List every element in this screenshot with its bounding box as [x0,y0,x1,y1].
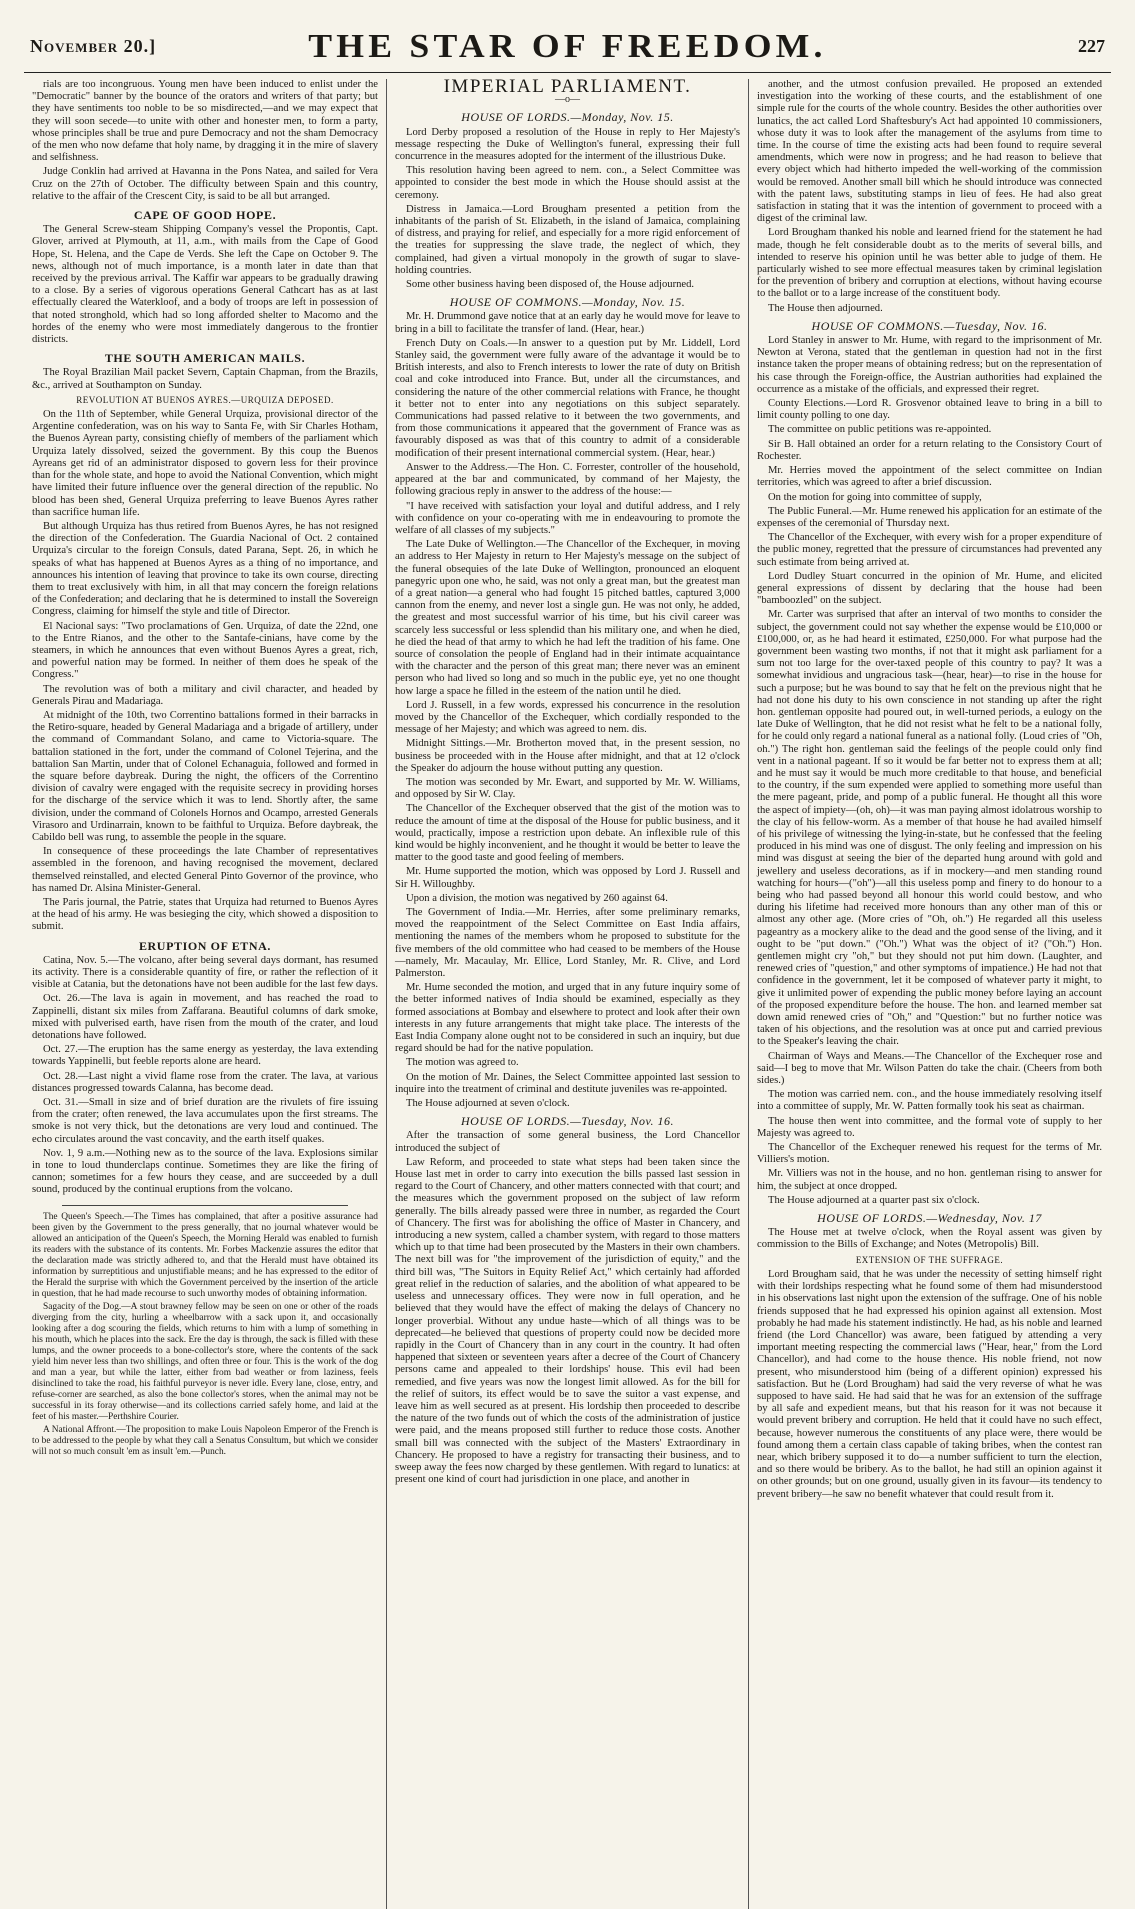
revolution-subheading: REVOLUTION AT BUENOS AYRES.—URQUIZA DEPOSED. [76,394,334,405]
paragraph: After the transaction of some general business, the Lord Chancellor introduced the subject of [395,1130,740,1154]
lords-monday-paragraphs [395,127,740,292]
paragraph: But although Urquiza has thus retired from Buenos Ayres, he has not resigned the direction of the Confederation. The Guardia Nacional of Oct. 2 contained Urquiza's circular to the foreign Consuls, dated Parana, Sept. 26, in which he speaks of what has happened at Buenos Ayres as a thing of no importance, and announces his intention of leaving that province to take its own course, directing them to treat exclusively with him, in all that may concern the foreign relations of the Confederation; and declaring that he is determined to install the Sovereign Congress, claiming for himself the style and title of Director. [32,520,378,618]
paragraph: Nov. 1, 9 a.m.—Nothing new as to the source of the lava. Explosions similar in tone to loud thunderclaps continue. Sometimes they are like the firing of cannon; sometimes for a few hours they cease, and are succeeded by a dull sound, produced by the continual eruptions from the volcano. [32,1147,378,1196]
paragraph: The motion was seconded by Mr. Ewart, and supported by Mr. W. Williams, and opposed by Sir W. Clay. [395,776,740,801]
paragraph: The motion was agreed to. [406,1057,519,1069]
lords-monday-heading: HOUSE OF LORDS.—Monday, Nov. 15. [461,110,674,125]
issue-date: November 20.] [30,36,157,56]
paragraph: Lord Dudley Stuart concurred in the opinion of Mr. Hume, and elicited general expressions of dissent by declaring that the house had been "bamboozled" on the subject. [757,570,1102,607]
cape-paragraphs [32,224,378,346]
paragraph: The General Screw-steam Shipping Company's vessel the Propontis, Capt. Glover, arrived at Plymouth, at 11, a.m., with mails from the Cape of Good Hope, St. Helena, and the Cape de Verds. She left the Cape on October 9. The news, although not of much importance, is a month later in date than that received by the previous arrival. The Kaffir war appears to be gradually drawing to a close. By a series of vigorous operations General Cathcart has as at last effectually cleared the Waterkloof, and a body of troops are left in possession of that noted stronghold, which had so long afforded shelter to Macomo and the hordes of the enemy who were most immediately dangerous to the frontier districts. [32,224,378,346]
suffrage-subheading: EXTENSION OF THE SUFFRAGE. [855,1254,1004,1265]
paragraph: El Nacional says: "Two proclamations of Gen. Urquiza, of date the 22nd, one to the Entre Rianos, and the other to the Santafe-cinians, have come by the steamers, in which he announces that even without Buenos Ayres a great, rich, and powerful nation may be formed. In neither of them does he speak of the Congress." [32,620,378,681]
page-number: 227 [1078,36,1105,56]
heading-ornament: —o— [555,94,580,106]
column-2 [386,79,748,1909]
paragraph: At midnight of the 10th, two Correntino battalions formed in their barracks in the Retiro-square, headed by General Madariaga and a brigade of artillery, under the command of Commandant Solano, and came to Victoria-square. The battalion stationed in the fort, under the command of Colonel Tejerina, and the battalion San Martin, under that of Colonel Echanaguia, followed and formed in the square before daybreak. During the night, the officers of the Correntino division of cavalry were engaged with the requisite secrecy in providing horses for the discharge of the service which it was to lend. Shortly after, the same division, under the command of Colonels Hornos and Ocampo, arrested Generals Virasoro and Urdinarrain, known to be faithful to Urquiza. Before daybreak, the Cabildo bell was rung, to assemble the people in the square. [32,709,378,843]
paragraph: Lord Brougham said, that he was under the necessity of setting himself right with their lordships respecting what he found some of them had misunderstood in his observations last night upon the extension of the suffrage. One of his noble friends supposed that he had expressed his opinion against all extension. Most probably he had made his statement indistinctly. He had, as his noble and learned friend (the Lord Chancellor) was aware, been fatigued by attending a very important meeting respecting the commercial laws ("Hear, hear," from the Lord Chancellor), and had come to the house thence. His noble friend, not now present, who misunderstood him (being of a different opinion) expressed his satisfaction. But he (Lord Brougham) had said the very reverse of what he was supposed to have said. He had said that he was for an extension of the suffrage by all safe and expedient means, but that his reason for it was not because it would prevent bribery and corruption. He held that it could have no such effect, because, however numerous the constituents of any place were, there would be found among them a certain class capable of taking bribes, when the contest ran near, which bribery supposed it to do—a number sufficient to turn the election, and so there would be bribery. As to the ballot, he had still an opinion against it on other grounds; but on one ground, usually given in its favour—its tendency to prevent bribery—he saw no benefit whatever that could result from it. [757,1268,1102,1500]
paragraph: The revolution was of both a military and civil character, and headed by Generals Pirau and Madariaga. [32,683,378,707]
paragraph: On the 11th of September, while General Urquiza, provisional director of the Argentine confederation, was on his way to Santa Fe, with Sir Charles Hotham, the Buenos Ayrean party, consisting chiefly of members of the parliament which Urquiza lately dissolved, seized the government. By this coup the Buenos Ayreans get rid of an administrator disposed to govern less for their province than for the whole state, and hope to avoid the National Convention, which might have limited their future influence over the general direction of the republic. No blood has been shed, General Urquiza preferring to leave Buenos Ayres rather than sacrifice human life. [32,409,378,518]
paragraph: The Government of India.—Mr. Herries, after some preliminary remarks, moved the reappointment of the Select Committee on East India affairs, mentioning the names of the members whom he proposed to substitute for the five members of the old committee who had ceased to be members of the House—namely, Mr. Macaulay, Mr. Ellice, Lord Stanley, Mr. R. Clive, and Lord Palmerston. [395,907,740,980]
column-1 [24,79,386,1909]
paragraph: French Duty on Coals.—In answer to a question put by Mr. Liddell, Lord Stanley said, the government were fully aware of the advantage it would be to British interests, and also to French interests to lower the rate of duty on British coal and coke introduced into France. But, under all the circumstances, and considering the nature of the other commercial relations with France, he thought it better not to enter into any negotiations on this subject separately. Communications had passed relative to it between the two governments, and from those communications it appeared that the government of France was as favourably disposed as was that of this country to admit of a considerable modification of their present international commercial system. (Hear, hear.) [395,337,740,459]
paragraph: Lord Stanley in answer to Mr. Hume, with regard to the imprisonment of Mr. Newton at Verona, stated that the gentleman in question had not in the first instance taken the proper means of obtaining redress; but on the representation of his case through the Foreign-office, the Austrian authorities had explained the occurrence as a mistake of the officials, and expressed their regret. [757,335,1102,395]
paragraph: Oct. 27.—The eruption has the same energy as yesterday, the lava extending towards Yappinelli, but feeble reports alone are heard. [32,1044,378,1068]
paragraph: another, and the utmost confusion prevailed. He proposed an extended investigation into the working of these courts, and the establishment of one simple rule for the courts of the whole country. Besides the other authorities over lunatics, the act called Lord Shaftesbury's Act had appointed 10 commissioners, whose duty it was to look after the management of the asylums from time to time. In the course of time the existing acts had been found to require several amendments, which were now in progress; and he had reason to believe that every object which had hitherto impeded the well-working of the commission would be removed. Another small bill which he should introduce was connected with the patent laws, substituting stamps in lieu of fees. He had also great satisfaction in stating that it was the intention of government to proceed with a digest of the criminal law. [757,79,1102,225]
paragraph: On the motion of Mr. Daines, the Select Committee appointed last session to inquire into the treatment of criminal and destitute juveniles was re-appointed. [395,1071,740,1095]
paragraph: Oct. 31.—Small in size and of brief duration are the rivulets of fire issuing from the crater; often renewed, the lava accumulates upon the first streams. The smoke is not very thick, but the detonations are very loud and continued. The echo circulates around the vast concavity, and the earth itself quakes. [32,1097,378,1145]
paragraph: The Public Funeral.—Mr. Hume renewed his application for an estimate of the expenses of the ceremonial of Thursday next. [757,505,1102,529]
paragraph: The house then went into committee, and the formal vote of supply to her Majesty was agreed to. [757,1115,1102,1139]
paragraph: The Royal Brazilian Mail packet Severn, Captain Chapman, from the Brazils, &c., arrived at Southampton on Sunday. [32,367,378,391]
paragraph: Lord Derby proposed a resolution of the House in reply to Her Majesty's message respecting the Duke of Wellington's funeral, expressing their full concurrence in the measures adopted for the interment of the illustrious Duke. [395,126,740,163]
paragraph: The Paris journal, the Patrie, states that Urquiza had returned to Buenos Ayres at the head of his army. He was besieging the city, which showed a disposition to submit. [32,897,378,933]
lords-wednesday-heading: HOUSE OF LORDS.—Wednesday, Nov. 17 [817,1211,1042,1226]
notes-paragraphs [32,1212,378,1458]
paragraph: Catina, Nov. 5.—The volcano, after being several days dormant, has resumed its activity. There is a considerable quantity of fire, or rather the reflection of it visible at Catania, but the detonations have not been audible for the last few days. [32,954,378,991]
paragraph: County Elections.—Lord R. Grosvenor obtained leave to bring in a bill to limit county polling to one day. [757,398,1102,422]
paragraph: Oct. 26.—The lava is again in movement, and has reached the road to Zappinelli, distant six miles from Zaffarana. Beautiful columns of dark smoke, mixed with pulverised earth, have risen from the mouth of the crater, and loud detonations have followed. [32,993,378,1042]
paragraph: Upon a division, the motion was negatived by 260 against 64. [406,892,668,904]
paragraph: rials are too incongruous. Young men have been induced to enlist under the "Democratic" banner by the bounce of the orators and writers of that party; but they have sentiments too noble to be so misdirected,—and we may expect that they will soon secede—to unite with other and honester men, to form a party, whose principles shall be true and pure Democracy and not the sham Democracy of the men who now defame that holy name, by dragging it in the mire of slavery and selfishness. [32,79,378,164]
article-columns [24,79,1111,1909]
masthead [24,28,1111,73]
lords-tuesday-paragraphs [395,1130,740,1486]
paragraph: Mr. Hume seconded the motion, and urged that in any future inquiry some of the better informed natives of India should be examined, especially as they formed associations at Bombay and elsewhere to protect and look after their own interests in any future arrangements that might take place. The interests of the East India Company alone ought not to be considered in such an inquiry, but due regard should be had for the native population. [395,982,740,1055]
paragraph: Lord Brougham thanked his noble and learned friend for the statement he had made, though he felt considerable doubt as to the merits of several bills, and intended to reserve his opinion until he was better able to judge of them. He particularly wished to see more effectual measures taken by criminal legislation for the prevention of bribery and corruption at elections, without having ecourse to the ballot or to a large increase of the constituent body. [757,227,1102,300]
commons-tuesday-paragraphs [757,335,1102,1207]
newspaper-title: THE STAR OF FREEDOM. [308,28,827,65]
etna-paragraphs [32,955,378,1197]
commons-monday-paragraphs [395,311,740,1110]
paragraph: Midnight Sittings.—Mr. Brotherton moved that, in the present session, no business be proceeded with in the House after midnight, and that at 12 o'clock the Speaker do adjourn the house without putting any question. [395,738,740,774]
paragraph: Mr. Villiers was not in the house, and no hon. gentleman rising to answer for him, the subject at once dropped. [757,1168,1102,1192]
paragraph: The House met at twelve o'clock, when the Royal assent was given by commission to the Bills of Exchange; and Notes (Metropolis) Bill. [757,1227,1102,1251]
column-3 [748,79,1110,1909]
south-american-paragraphs [32,367,378,391]
paragraph: Oct. 28.—Last night a vivid flame rose from the crater. The lava, at various distances progressed towards Calanna, has become dead. [32,1070,378,1094]
etna-heading: ERUPTION OF ETNA. [138,938,272,953]
paragraph: In consequence of these proceedings the late Chamber of representatives assembled in the forenoon, and having recognised the movement, declared themselved reinstalled, and elected General Pinto Governor of the province, who has named Dr. Alsina Minister-General. [32,846,378,894]
paragraph: "I have received with satisfaction your loyal and dutiful address, and I rely with confidence on your co-operating with me in endeavouring to promote the welfare of all classes of my subjects." [395,500,740,536]
cape-heading: CAPE OF GOOD HOPE. [133,208,277,223]
paragraph: The Queen's Speech.—The Times has complained, that after a positive assurance had been given by the Government to the press generally, that no journal whatever would be allowed an anticipation of the Queen's Speech, the Morning Herald was enabled to furnish its readers with the substance of its contents. Mr. Forbes Mackenzie assures the editor that the declaration made was strictly adhered to, and that the Herald must have obtained its information by surreptitious and unjustifiable means; and he has expressed to the editor of the Herald the surprise with which the Government perceived by the insertion of the article in question, that he had made recourse to such unworthy modes of obtaining information. [32,1211,378,1299]
lords-tuesday-heading: HOUSE OF LORDS.—Tuesday, Nov. 16. [461,1114,674,1129]
parliament-heading: IMPERIAL PARLIAMENT. [443,79,692,97]
commons-monday-heading: HOUSE OF COMMONS.—Monday, Nov. 15. [449,295,686,310]
south-american-heading: THE SOUTH AMERICAN MAILS. [104,351,306,366]
lords-wednesday-paragraphs [757,1227,1102,1251]
paragraph: The Chancellor of the Exchequer renewed his request for the terms of Mr. Villiers's motion. [757,1142,1102,1166]
suffrage-paragraphs [757,1269,1102,1501]
paragraph: The House adjourned at seven o'clock. [406,1098,570,1110]
paragraph: Answer to the Address.—The Hon. C. Forrester, controller of the household, appeared at the bar and communicated, by command of her Majesty, the following gracious reply in answer to the address of the house:— [395,461,740,498]
paragraph: Mr. Hume supported the motion, which was opposed by Lord J. Russell and Sir H. Willoughby. [395,866,740,890]
paragraph: Law Reform, and proceeded to state what steps had been taken since the House last met in order to carry into execution the bills passed last session in regard to the Court of Chancery, and other matters connected with that court; and the measures which the government proposed on the subject of law reform generally. The bills already passed were three in number, as regarded the Court of Chancery. The first was for abolishing the office of Master in Chancery, and introducing a new system, called a chamber system, with regard to those matters which up to that time had been prosecuted by the Masters in their own chambers. The next bill was for "the improvement of the jurisdiction of equity," and the third bill was, "The Suitors in Equity Relief Act," which certainly had afforded great relief in the reduction of salaries, and the abolition of what appeared to be useless and unnecessary offices. They were now in full operation, and he believed that they would have the effect of making the delays of Chancery no longer proverbial. Without any undue haste—which of all things was to be deprecated—he believed that questions of property could now be decided more rapidly in the Court of Chancery than in any court in the country. It had often happened that sixteen or seventeen years after a decree of the Court of Chancery persons came and appealed to their lordships' house. This evil had been remedied, and five years was now the longest limit allowed. As for the bill for the relief of suitors, its effect would be to save the suitor a vast expense, and leave him as well secured as at present. His lordship then proceeded to describe the nature of the two funds out of which the costs of the administration of justice were paid, and the means proposed still further to reduce those costs. Another small bill was connected with the subject of the Masters' Extraordinary in Chancery. He proposed to have a registry for transacting their business, and to sweep away the fees now charged by these gentlemen. With regard to lunatics: at present one kind of court had jurisdiction in one place, and another in [395,1156,740,1486]
paragraph: Judge Conklin had arrived at Havanna in the Pons Natea, and sailed for Vera Cruz on the 27th of October. The difficulty between Spain and this country, relative to the affair of the Crescent City, is said to be all but arranged. [32,166,378,202]
paragraph: The Chancellor of the Exchequer, with every wish for a proper expenditure of the public money, regretted that the pressure of circumstances had prevented any such estimate from being arrived at. [757,532,1102,568]
paragraph: This resolution having been agreed to nem. con., a Select Committee was appointed to consider the best mode in which the House should assist at the ceremony. [395,165,740,201]
paragraph: Sagacity of the Dog.—A stout brawney fellow may be seen on one or other of the roads diverging from the city, hurling a wheelbarrow with a sack upon it, and occasionally looking after a dog scouring the fields, which returns to him with a lump of something in his mouth, which he places into the sack. Ere the day is through, the sack is filled with these lumps, and the owner proceeds to a bone-collector's store, where the contents of the sack yield him never less than two shillings, and often three or four. This is the work of the dog and man a year, but while the latter, either from bad weather or from laziness, feels disinclined to take the road, his faithful purveyor is never idle. Every lane, close, entry, and refuse-corner are searched, as also the bone collector's stores, when the animal may not be successful in its foray otherwise—and its collections carried safely home, and laid at the feet of his master.—Perthshire Courier. [32,1301,378,1422]
paragraph: The House then adjourned. [768,302,883,314]
paragraph: The committee on public petitions was re-appointed. [768,424,992,436]
paragraph: Mr. Carter was surprised that after an interval of two months to consider the subject, the government could not say whether the expense would be £10,000 or £100,000, or, as he had heard it estimated, £250,000. For what purpose had the government been wasting two months, if not that it might ask parliament for a sum not too large for the over-taxed people of this country to pay? It was a somewhat invidious and ungracious task—(hear, hear)—to rise in the house for such a purpose; but he was bound to say that he felt on the previous night that he had not done his duty to his own conscience in not standing up after the right hon. gentleman opposite had poured out, in well-turned periods, a eulogy on the late Duke of Wellington, that he did not resist what he felt to be a national folly, for he could only regard a national funeral as a national folly. (Loud cries of "Oh, oh.") The right hon. gentleman said the feelings of the people could only find vent in a national pageant. If so it would be far better not to express them at all; and he must say it would be much more creditable to that house, and beneficial to the country, if the sum expended were applied to something more useful than the mere pageant, pride, and pomp of a public funeral. He thought all this wore the aspect of impiety—(oh, oh)—it was man paying almost idolatrous worship to the clay of his fellow-worm. As a member of that house he had availed himself of his privilege of witnessing the lying-in-state, but he confessed that the feeling produced in his mind was one of disgust. The only feeling and impression on his mind was disgust at seeing the bier of the departed hung around with gold and jewellery and useless decorations, as if in mockery—and men standing round watching for hours—("oh")—all this useless pomp and finery to do honour to a being who had passed beyond all honour this world could bestow, and who during his lifetime had received more honours than any other man of this or almost any other age. (More cries of "Oh, oh.") He regarded all this useless pageantry as a mockery alike to the dead and the good sense of the living, and it ought to be "put down." ("Oh.") What was the object of it? ("Oh.") Hon. gentlemen might cry "oh," but they should not put him down. (Laughter, and renewed cries of "question," and other symptoms of impatience.) He had not that confidence in the government, let it be composed of whatever party it might, to give it unlimited power of expending the public money before laying an account of the proposed expenditure before the house. The hon. and learned member sat down amid renewed cries of "Oh," and "Question:" but no further notice was taken of his objections, and the resolution was at once put and carried previous to the Speaker's leaving the chair. [757,609,1102,1048]
paragraph: Distress in Jamaica.—Lord Brougham presented a petition from the inhabitants of the parish of St. Elizabeth, in the island of Jamaica, complaining of distress, and praying for relief, and especially for a more rigid enforcement of the treaties for suppressing the slave trade, the neglect of which, they complained, had given a virtual monopoly in the growth of sugar to slave-holding countries. [395,203,740,276]
intro-paragraphs [32,79,378,203]
paragraph: Mr. H. Drummond gave notice that at an early day he would move for leave to bring in a bill to facilitate the transfer of land. (Hear, hear.) [395,311,740,335]
paragraph: On the motion for going into committee of supply, [768,491,982,503]
section-divider [62,1205,348,1206]
paragraph: Some other business having been disposed of, the House adjourned. [406,279,695,291]
paragraph: A National Affront.—The proposition to make Louis Napoleon Emperor of the French is to be addressed to the people by what they call a Senatus Consultum, but which we consider will not so much consult 'em as insult 'em.—Punch. [32,1424,379,1457]
paragraph: Lord J. Russell, in a few words, expressed his concurrence in the resolution moved by the Chancellor of the Exchequer, which cordially responded to the message of her Majesty; and which was agreed to nem. dis. [395,699,740,736]
revolution-paragraphs [32,409,378,934]
paragraph: Mr. Herries moved the appointment of the select committee on Indian territories, which was agreed to after a brief discussion. [757,465,1102,489]
paragraph: The Chancellor of the Exchequer observed that the gist of the motion was to reduce the amount of time at the disposal of the House for public business, and it would, practically, impose a restriction upon debate. An inflexible rule of this kind would be highly inconvenient, and he thought it would be better to leave the matter to the good taste and good feeling of members. [395,803,740,864]
paragraph: The Late Duke of Wellington.—The Chancellor of the Exchequer, in moving an address to Her Majesty in return to Her Majesty's message on the subject of the funeral obsequies of the late Duke of Wellington, pronounced an eloquent panegyric upon one who, he said, was not only a great man, but the greatest man of a great nation—a general who had fought 15 pitched battles, captured 3,000 cannon from the enemy, and never lost a single gun. He was not only, he added, the greatest and most successful warrior of his time, but his civil career was scarcely less successful or less splendid than his military one, and when he died, he died the head of that army to which he had left the tradition of his fame. One source of consolation the people of England had in their intimate acquaintance with the character and the person of this great man; there never was an eminent person who had lived so long and so much in the public eye, yet no one thought how large a space he filled in the esteem of the nation until he died. [395,539,740,697]
paragraph: Sir B. Hall obtained an order for a return relating to the Consistory Court of Rochester. [757,438,1102,462]
paragraph: The motion was carried nem. con., and the house immediately resolving itself into a committee of supply, Mr. W. Patten formally took his seat as chairman. [757,1089,1102,1113]
paragraph: Chairman of Ways and Means.—The Chancellor of the Exchequer rose and said—I beg to move that Mr. Wilson Patten do take the chair. (Cheers from both sides.) [757,1050,1102,1087]
commons-tuesday-heading: HOUSE OF COMMONS.—Tuesday, Nov. 16. [811,318,1048,333]
paragraph: The House adjourned at a quarter past six o'clock. [768,1194,980,1206]
continued-paragraphs [757,79,1102,315]
